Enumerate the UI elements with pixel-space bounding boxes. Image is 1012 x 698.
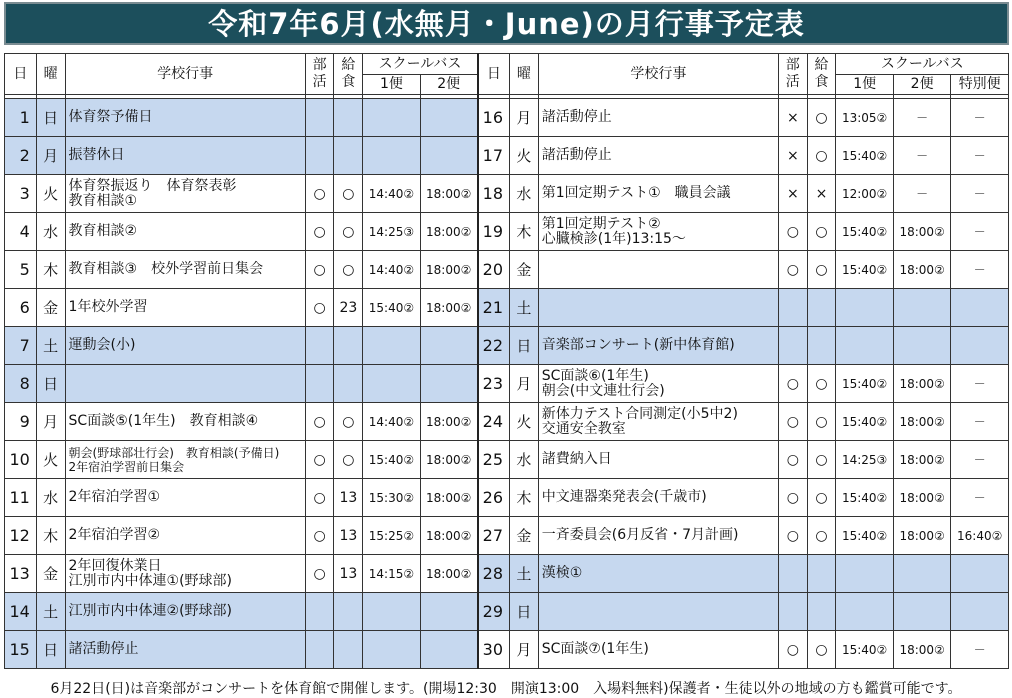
lunch-mark (807, 593, 836, 631)
lunch-mark: ○ (807, 213, 836, 251)
event-cell (538, 403, 778, 441)
page-title: 令和7年6月(水無月・June)の月行事予定表 (4, 2, 1009, 45)
weekday: 月 (510, 631, 539, 669)
club-mark: × (778, 99, 807, 137)
event-line: 一斉委員会(6月反省・7月計画) (541, 527, 739, 543)
event-cell (538, 137, 778, 175)
day-number: 23 (478, 365, 510, 403)
table-row (5, 175, 1009, 213)
club-mark: × (778, 137, 807, 175)
bus2-time: 18:00② (420, 555, 477, 593)
bus1-time: 13:05② (836, 99, 893, 137)
event-line: 諸活動停止 (541, 147, 612, 163)
event-cell (538, 213, 778, 251)
header-club-right: 部 活 (778, 54, 807, 95)
bus1-time (363, 631, 420, 669)
lunch-mark (334, 631, 363, 669)
header-bus-special: 特別便 (951, 74, 1009, 95)
lunch-mark (807, 555, 836, 593)
day-number: 7 (5, 327, 37, 365)
club-mark: ○ (778, 213, 807, 251)
header-day: 日 (5, 54, 37, 95)
bus1-time: 14:40② (363, 403, 420, 441)
event-cell (65, 403, 305, 441)
day-number: 12 (5, 517, 37, 555)
bus1-time: 14:40② (363, 251, 420, 289)
day-number: 1 (5, 99, 37, 137)
event-cell (65, 479, 305, 517)
weekday: 金 (510, 517, 539, 555)
bus-special-time: － (951, 403, 1009, 441)
day-number: 9 (5, 403, 37, 441)
weekday: 木 (510, 479, 539, 517)
weekday: 月 (510, 365, 539, 403)
weekday: 木 (36, 251, 65, 289)
event-line: 新体力テスト合同測定(小5中2) (541, 405, 738, 422)
bus1-time (836, 555, 893, 593)
event-line: 漢検① (541, 565, 583, 581)
bus2-time: － (893, 99, 950, 137)
event-line: 教育相談② (68, 223, 138, 239)
event-line: 体育祭振返り 体育祭表彰 (68, 177, 237, 194)
bus-special-time (951, 555, 1009, 593)
lunch-mark: ○ (334, 175, 363, 213)
bus-special-time (951, 327, 1009, 365)
day-number: 27 (478, 517, 510, 555)
bus2-time (420, 593, 477, 631)
table-row (5, 517, 1009, 555)
event-line: 第1回定期テスト① 職員会議 (541, 185, 731, 201)
day-number: 4 (5, 213, 37, 251)
bus-special-time (951, 289, 1009, 327)
weekday: 土 (510, 555, 539, 593)
footer-note: 6月22日(日)は音楽部がコンサートを体育館で開催します。(開場12:30 開演13:00 入場料無料)保護者・生徒以外の地域の方も鑑賞可能です。 (50, 681, 962, 697)
bus2-time: 18:00② (893, 517, 950, 555)
day-number: 5 (5, 251, 37, 289)
bus1-time: 12:00② (836, 175, 893, 213)
bus1-time: 14:40② (363, 175, 420, 213)
club-mark (305, 99, 334, 137)
event-line: 振替休日 (68, 147, 125, 163)
day-number: 28 (478, 555, 510, 593)
table-row (5, 479, 1009, 517)
lunch-mark: 23 (334, 289, 363, 327)
table-row (5, 213, 1009, 251)
bus1-time: 15:40② (363, 289, 420, 327)
weekday: 火 (510, 137, 539, 175)
table-row (5, 631, 1009, 669)
lunch-mark: ○ (807, 99, 836, 137)
bus-special-time: － (951, 213, 1009, 251)
header-bus-right: スクールバス (836, 54, 1009, 75)
header-bus2-right: 2便 (893, 74, 950, 95)
day-number: 19 (478, 213, 510, 251)
schedule-table (4, 53, 1009, 669)
header-event-right: 学校行事 (538, 54, 778, 95)
header-lunch-right: 給 食 (807, 54, 836, 95)
bus1-time: 15:40② (836, 517, 893, 555)
header-bus1-right: 1便 (836, 74, 893, 95)
day-number: 2 (5, 137, 37, 175)
event-cell (65, 441, 305, 479)
club-mark (778, 555, 807, 593)
day-number: 18 (478, 175, 510, 213)
bus-special-time: － (951, 365, 1009, 403)
weekday: 金 (36, 289, 65, 327)
event-cell (538, 517, 778, 555)
event-line: 諸活動停止 (541, 109, 612, 125)
lunch-mark: ○ (334, 251, 363, 289)
day-number: 24 (478, 403, 510, 441)
day-number: 8 (5, 365, 37, 403)
bus2-time: 18:00② (420, 213, 477, 251)
bus1-time (363, 137, 420, 175)
bus1-time: 15:40② (836, 403, 893, 441)
event-line: 第1回定期テスト② (541, 215, 661, 232)
table-row (5, 365, 1009, 403)
event-cell (65, 289, 305, 327)
bus-special-time: － (951, 441, 1009, 479)
bus2-time (420, 631, 477, 669)
bus-special-time: － (951, 479, 1009, 517)
bus2-time: 18:00② (420, 175, 477, 213)
event-line: 教育相談③ 校外学習前日集会 (68, 261, 264, 277)
bus2-time (893, 555, 950, 593)
bus-special-time: － (951, 99, 1009, 137)
lunch-mark: ○ (807, 251, 836, 289)
bus2-time: 18:00② (893, 403, 950, 441)
day-number: 16 (478, 99, 510, 137)
event-cell (538, 593, 778, 631)
club-mark: ○ (305, 441, 334, 479)
bus-special-time: － (951, 631, 1009, 669)
bus2-time: 18:00② (420, 251, 477, 289)
weekday: 水 (510, 175, 539, 213)
club-mark (305, 365, 334, 403)
club-mark: ○ (305, 289, 334, 327)
event-line: SC面談⑦(1年生) (541, 641, 649, 657)
weekday: 火 (36, 441, 65, 479)
event-cell (65, 593, 305, 631)
bus1-time: 15:40② (836, 213, 893, 251)
event-line: 教育相談① (68, 192, 138, 209)
day-number: 26 (478, 479, 510, 517)
lunch-mark: ○ (807, 403, 836, 441)
bus2-time (420, 365, 477, 403)
weekday: 土 (36, 327, 65, 365)
weekday: 水 (36, 213, 65, 251)
table-row (5, 289, 1009, 327)
day-number: 15 (5, 631, 37, 669)
day-number: 10 (5, 441, 37, 479)
day-number: 29 (478, 593, 510, 631)
event-cell (538, 289, 778, 327)
day-number: 30 (478, 631, 510, 669)
bus1-time (836, 289, 893, 327)
day-number: 21 (478, 289, 510, 327)
event-cell (65, 555, 305, 593)
bus1-time: 15:25② (363, 517, 420, 555)
bus2-time: 18:00② (420, 479, 477, 517)
event-line: SC面談⑥(1年生) (541, 367, 649, 384)
bus2-time: 18:00② (893, 251, 950, 289)
bus2-time (893, 327, 950, 365)
lunch-mark: ○ (807, 479, 836, 517)
club-mark: ○ (305, 403, 334, 441)
club-mark (305, 593, 334, 631)
bus-special-time: － (951, 251, 1009, 289)
event-cell (65, 517, 305, 555)
weekday: 月 (36, 137, 65, 175)
bus2-time (420, 99, 477, 137)
weekday: 金 (36, 555, 65, 593)
bus2-time: 18:00② (893, 213, 950, 251)
weekday: 火 (510, 403, 539, 441)
event-cell (65, 365, 305, 403)
event-line: 中文連器楽発表会(千歳市) (541, 489, 707, 505)
bus1-time (836, 593, 893, 631)
event-line: 1年校外学習 (68, 299, 148, 315)
event-line: 朝会(野球部壮行会) 教育相談(予備日) (68, 445, 280, 460)
header-lunch: 給 食 (334, 54, 363, 95)
bus1-time: 15:40② (836, 137, 893, 175)
bus2-time: 18:00② (893, 631, 950, 669)
event-line: 諸活動停止 (68, 641, 139, 657)
event-cell (538, 99, 778, 137)
lunch-mark: ○ (334, 213, 363, 251)
club-mark (305, 327, 334, 365)
event-line: 2年宿泊学習前日集会 (68, 459, 185, 474)
club-mark: ○ (305, 175, 334, 213)
event-cell (538, 479, 778, 517)
bus2-time (420, 137, 477, 175)
event-cell (538, 327, 778, 365)
event-line: SC面談⑤(1年生) 教育相談④ (68, 413, 259, 429)
bus2-time: 18:00② (420, 441, 477, 479)
weekday: 金 (510, 251, 539, 289)
club-mark: ○ (778, 365, 807, 403)
event-line: 交通安全教室 (541, 420, 626, 437)
event-line: 2年宿泊学習② (68, 527, 161, 543)
event-cell (538, 631, 778, 669)
bus2-time: 18:00② (893, 365, 950, 403)
lunch-mark: ○ (334, 403, 363, 441)
event-line: 江別市内中体連②(野球部) (68, 603, 233, 619)
weekday: 土 (510, 289, 539, 327)
table-row (5, 99, 1009, 137)
event-line: 諸費納入日 (541, 451, 612, 467)
club-mark (305, 631, 334, 669)
header-event: 学校行事 (65, 54, 305, 95)
bus2-time: 18:00② (893, 479, 950, 517)
bus1-time: 15:40② (836, 631, 893, 669)
event-cell (538, 175, 778, 213)
club-mark (778, 327, 807, 365)
weekday: 日 (36, 99, 65, 137)
lunch-mark (334, 99, 363, 137)
weekday: 木 (510, 213, 539, 251)
lunch-mark: 13 (334, 517, 363, 555)
bus2-time: 18:00② (420, 289, 477, 327)
bus2-time: － (893, 175, 950, 213)
bus1-time (836, 327, 893, 365)
day-number: 3 (5, 175, 37, 213)
bus2-time: 18:00② (893, 441, 950, 479)
table-row (5, 403, 1009, 441)
lunch-mark (334, 327, 363, 365)
event-cell (65, 213, 305, 251)
event-line: 2年宿泊学習① (68, 489, 161, 505)
bus1-time: 14:25③ (836, 441, 893, 479)
event-cell (65, 99, 305, 137)
club-mark: × (778, 175, 807, 213)
day-number: 13 (5, 555, 37, 593)
bus2-time (893, 289, 950, 327)
bus1-time: 15:40② (836, 479, 893, 517)
table-row (5, 593, 1009, 631)
bus2-time: 18:00② (420, 517, 477, 555)
event-line: 江別市内中体連①(野球部) (68, 572, 233, 589)
lunch-mark (807, 289, 836, 327)
weekday: 日 (510, 327, 539, 365)
lunch-mark: ○ (807, 137, 836, 175)
lunch-mark: ○ (807, 365, 836, 403)
lunch-mark (807, 327, 836, 365)
event-cell (65, 631, 305, 669)
club-mark: ○ (778, 403, 807, 441)
bus2-time (420, 327, 477, 365)
bus1-time (363, 365, 420, 403)
bus1-time (363, 327, 420, 365)
event-line: 2年回復休業日 (68, 557, 162, 574)
bus2-time: － (893, 137, 950, 175)
event-cell (538, 555, 778, 593)
event-line: 心臓検診(1年)13:15～ (541, 230, 686, 247)
bus1-time: 15:40② (836, 365, 893, 403)
table-row (5, 137, 1009, 175)
club-mark: ○ (305, 555, 334, 593)
event-line: 体育祭予備日 (68, 109, 153, 125)
club-mark (778, 289, 807, 327)
lunch-mark: ○ (807, 631, 836, 669)
lunch-mark (334, 137, 363, 175)
weekday: 土 (36, 593, 65, 631)
bus1-time: 14:25③ (363, 213, 420, 251)
day-number: 11 (5, 479, 37, 517)
bus2-time (893, 593, 950, 631)
header-bus1: 1便 (363, 74, 420, 95)
header-club: 部 活 (305, 54, 334, 95)
club-mark (778, 593, 807, 631)
bus1-time (363, 99, 420, 137)
weekday: 月 (510, 99, 539, 137)
club-mark: ○ (305, 251, 334, 289)
day-number: 6 (5, 289, 37, 327)
lunch-mark (334, 365, 363, 403)
bus-special-time (951, 593, 1009, 631)
event-cell (538, 441, 778, 479)
table-row (5, 327, 1009, 365)
bus2-time: 18:00② (420, 403, 477, 441)
lunch-mark: ○ (807, 441, 836, 479)
day-number: 20 (478, 251, 510, 289)
day-number: 17 (478, 137, 510, 175)
weekday: 火 (36, 175, 65, 213)
event-cell (538, 365, 778, 403)
bus-special-time: 16:40② (951, 517, 1009, 555)
event-line: 音楽部コンサート(新中体育館) (541, 337, 735, 353)
weekday: 日 (36, 631, 65, 669)
bus1-time: 15:40② (836, 251, 893, 289)
table-row (5, 251, 1009, 289)
weekday: 日 (510, 593, 539, 631)
bus1-time (363, 593, 420, 631)
club-mark: ○ (305, 517, 334, 555)
lunch-mark: ○ (807, 517, 836, 555)
weekday: 日 (36, 365, 65, 403)
weekday: 木 (36, 517, 65, 555)
event-cell (65, 251, 305, 289)
event-cell (65, 327, 305, 365)
table-row (5, 441, 1009, 479)
day-number: 25 (478, 441, 510, 479)
club-mark: ○ (778, 631, 807, 669)
table-row (5, 555, 1009, 593)
event-line: 朝会(中文連壮行会) (541, 382, 665, 399)
header-bus: スクールバス (363, 54, 478, 75)
bus-special-time: － (951, 175, 1009, 213)
club-mark (305, 137, 334, 175)
lunch-mark: × (807, 175, 836, 213)
weekday: 水 (36, 479, 65, 517)
bus-special-time: － (951, 137, 1009, 175)
club-mark: ○ (305, 213, 334, 251)
lunch-mark: 13 (334, 555, 363, 593)
club-mark: ○ (778, 479, 807, 517)
day-number: 14 (5, 593, 37, 631)
event-cell (65, 175, 305, 213)
lunch-mark (334, 593, 363, 631)
club-mark: ○ (778, 251, 807, 289)
event-cell (538, 251, 778, 289)
header-bus2: 2便 (420, 74, 477, 95)
bus1-time: 15:30② (363, 479, 420, 517)
day-number: 22 (478, 327, 510, 365)
header-weekday: 曜 (36, 54, 65, 95)
bus1-time: 14:15② (363, 555, 420, 593)
lunch-mark: 13 (334, 479, 363, 517)
bus1-time: 15:40② (363, 441, 420, 479)
club-mark: ○ (778, 441, 807, 479)
weekday: 月 (36, 403, 65, 441)
header-weekday-right: 曜 (510, 54, 539, 95)
event-cell (65, 137, 305, 175)
club-mark: ○ (305, 479, 334, 517)
lunch-mark: ○ (334, 441, 363, 479)
club-mark: ○ (778, 517, 807, 555)
event-line: 運動会(小) (68, 337, 136, 353)
header-day-right: 日 (478, 54, 510, 95)
weekday: 水 (510, 441, 539, 479)
